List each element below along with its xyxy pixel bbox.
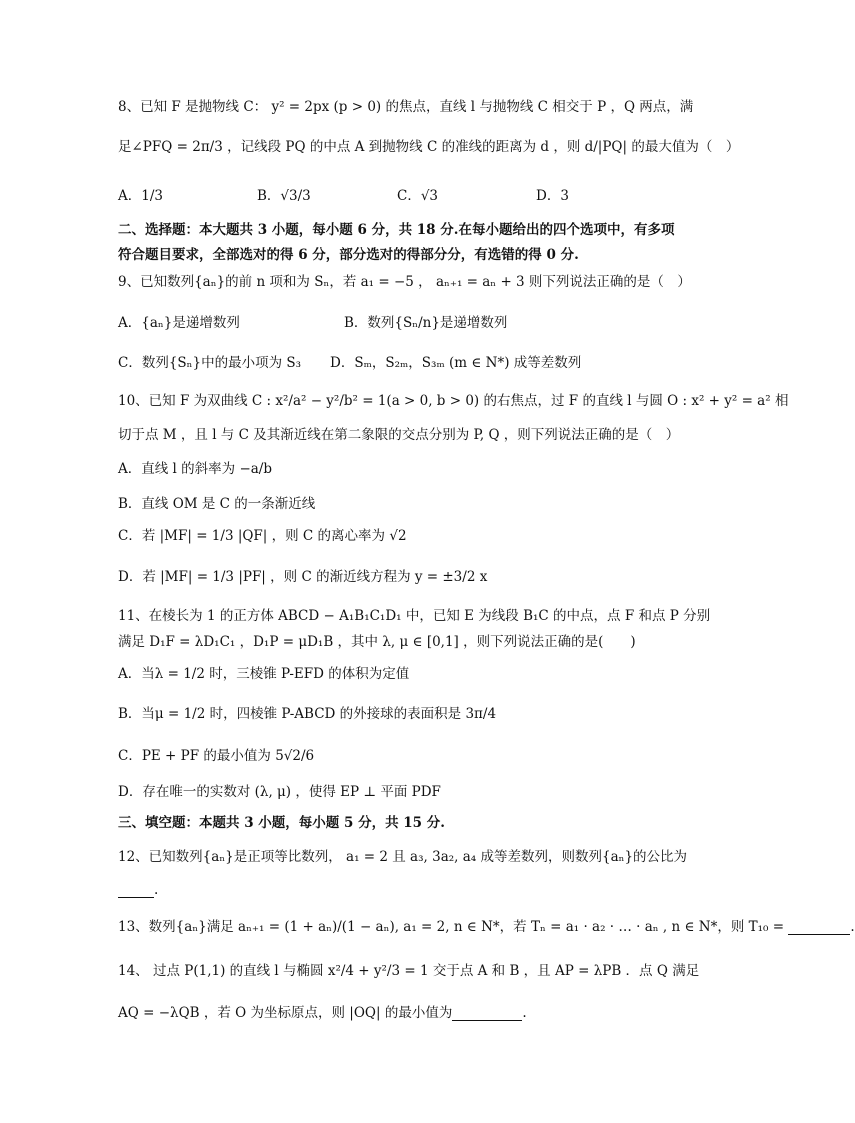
q11-option-d: D．存在唯一的实数对 (λ, μ) ，使得 EP ⊥ 平面 PDF: [118, 784, 441, 800]
q10-option-d: D．若 |MF| = 1/3 |PF| ，则 C 的渐近线方程为 y = ±3/2 x: [118, 569, 488, 585]
section3-heading: 三、填空题：本题共 3 小题，每小题 5 分，共 15 分.: [118, 815, 445, 831]
q12-answer-line: [118, 882, 158, 898]
q13-answer-blank[interactable]: [788, 920, 850, 935]
q10-option-a: A．直线 l 的斜率为 −a/b: [118, 461, 272, 477]
q10-option-b: B．直线 OM 是 C 的一条渐近线: [118, 496, 316, 512]
q11-option-c: C．PE + PF 的最小值为 5√2/6: [118, 748, 315, 764]
q14-line1: 14、 过点 P(1,1) 的直线 l 与椭圆 x²/4 + y²/3 = 1 交于点 A 和 B ，且 AP = λPB ．点 Q 满足: [118, 963, 700, 979]
q14-line2: [118, 1001, 527, 1021]
q8-option-c: C．√3: [397, 188, 439, 204]
q14-answer-blank[interactable]: [452, 1006, 522, 1021]
q8-option-b: B．√3/3: [257, 188, 311, 204]
section2-heading-line1: 二、选择题：本大题共 3 小题，每小题 6 分，共 18 分.在每小题给出的四个选项中，有多项: [118, 222, 675, 238]
q14-period: .: [522, 1005, 527, 1021]
q13-line: [118, 915, 855, 935]
q14-text: AQ = −λQB ，若 O 为坐标原点，则 |OQ| 的最小值为: [118, 1005, 453, 1021]
q11-line2: 满足 D₁F = λD₁C₁ ，D₁P = μD₁B ，其中 λ, μ ∈ [0,1] ，则下列说法正确的是( ): [118, 634, 636, 650]
q12-answer-blank[interactable]: [118, 883, 154, 898]
q10-line1: 10、已知 F 为双曲线 C : x²/a² − y²/b² = 1(a > 0, b > 0) 的右焦点，过 F 的直线 l 与圆 O : x² + y² = a² 相: [118, 393, 789, 409]
q8-line1: 8、已知 F 是抛物线 C： y² = 2px (p > 0) 的焦点，直线 l 与抛物线 C 相交于 P ，Q 两点，满: [118, 99, 694, 115]
q13-text: 13、数列{aₙ}满足 aₙ₊₁ = (1 + aₙ)/(1 − aₙ), a₁ = 2, n ∈ N*，若 Tₙ = a₁ · a₂ · … · aₙ , n ∈ N*，则 T₁₀ =: [118, 919, 785, 935]
q11-line1: 11、在棱长为 1 的正方体 ABCD − A₁B₁C₁D₁ 中，已知 E 为线段 B₁C 的中点，点 F 和点 P 分别: [118, 608, 711, 624]
q8-line2: 足∠PFQ = 2π/3 ，记线段 PQ 的中点 A 到抛物线 C 的准线的距离为 d ，则 d/|PQ| 的最大值为（ ）: [118, 139, 740, 155]
q9-option-a: A．{aₙ}是递增数列: [118, 315, 240, 331]
q11-option-b: B．当μ = 1/2 时，四棱锥 P-ABCD 的外接球的表面积是 3π/4: [118, 706, 497, 722]
section2-heading-line2: 符合题目要求，全部选对的得 6 分，部分选对的得部分分，有选错的得 0 分.: [118, 247, 579, 263]
q9-option-d: D．Sₘ，S₂ₘ，S₃ₘ (m ∈ N*) 成等差数列: [330, 355, 582, 371]
q12-line1: 12、已知数列{aₙ}是正项等比数列， a₁ = 2 且 a₃, 3a₂, a₄ 成等差数列，则数列{aₙ}的公比为: [118, 849, 688, 865]
q12-period: .: [154, 882, 159, 898]
q9-stem: 9、已知数列{aₙ}的前 n 项和为 Sₙ，若 a₁ = −5 ， aₙ₊₁ = aₙ + 3 则下列说法正确的是（ ）: [118, 274, 691, 290]
q13-period: .: [850, 919, 855, 935]
q8-option-d: D．3: [536, 188, 569, 204]
q9-option-c: C．数列{Sₙ}中的最小项为 S₃: [118, 355, 302, 371]
q11-option-a: A．当λ = 1/2 时，三棱锥 P-EFD 的体积为定值: [118, 666, 410, 682]
q10-line2: 切于点 M ，且 l 与 C 及其渐近线在第二象限的交点分别为 P, Q ，则下列说法正确的是（ ）: [118, 427, 680, 443]
q10-option-c: C．若 |MF| = 1/3 |QF| ，则 C 的离心率为 √2: [118, 528, 407, 544]
q8-option-a: A．1/3: [118, 188, 163, 204]
q9-option-b: B．数列{Sₙ/n}是递增数列: [344, 315, 508, 331]
